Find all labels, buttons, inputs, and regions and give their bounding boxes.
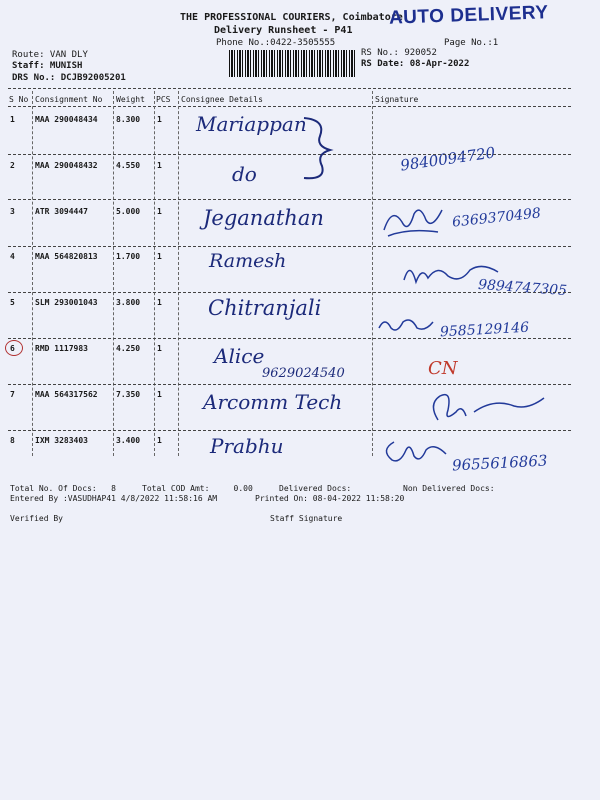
- row-consignment: ATR 3094447: [35, 207, 88, 216]
- row-sno: 6: [10, 344, 15, 353]
- consignee-name: Chitranjali: [208, 296, 322, 320]
- row-sno: 7: [10, 390, 15, 399]
- total-cod: Total COD Amt: 0.00: [142, 484, 253, 493]
- verified-by: Verified By: [10, 514, 63, 523]
- rs-date: RS Date: 08-Apr-2022: [361, 59, 470, 69]
- col-pcs: PCS: [156, 95, 171, 104]
- consignee-name: Ramesh: [209, 250, 287, 272]
- signature-scribble: [375, 312, 437, 336]
- row-rule: [8, 292, 571, 293]
- consignee-name: do: [232, 162, 257, 186]
- recipient-signature: CN: [428, 358, 458, 379]
- row-sno: 1: [10, 115, 15, 124]
- non-delivered-docs: Non Delivered Docs:: [403, 484, 495, 493]
- col-divider: [154, 91, 155, 456]
- row-rule: [8, 199, 571, 200]
- row-rule: [8, 338, 571, 339]
- row-pcs: 1: [157, 298, 162, 307]
- bracket-mark: [300, 114, 340, 184]
- signature-scribble: [378, 200, 448, 242]
- col-consignment: Consignment No: [35, 95, 103, 104]
- signature-scribble: [378, 436, 450, 468]
- row-weight: 8.300: [116, 115, 141, 124]
- col-divider: [178, 91, 179, 456]
- row-sno: 8: [10, 436, 15, 445]
- consignee-name: Alice: [214, 344, 265, 368]
- row-consignment: SLM 293001043: [35, 298, 98, 307]
- barcode: [229, 50, 355, 77]
- col-weight: Weight: [116, 95, 145, 104]
- total-docs: Total No. Of Docs: 8: [10, 484, 116, 493]
- col-divider: [32, 91, 33, 456]
- col-signature: Signature: [375, 95, 419, 104]
- auto-delivery-stamp: AUTO DELIVERY: [388, 2, 549, 29]
- delivered-docs: Delivered Docs:: [279, 484, 352, 493]
- row-consignment: RMD 1117983: [35, 344, 88, 353]
- route-label: Route: VAN DLY: [12, 50, 88, 60]
- recipient-signature: 9840094720: [399, 143, 497, 175]
- row-sno: 3: [10, 207, 15, 216]
- row-consignment: MAA 564317562: [35, 390, 98, 399]
- table-top-rule: [8, 88, 571, 89]
- row-consignment: MAA 564820813: [35, 252, 98, 261]
- rs-number: RS No.: 920052: [361, 48, 437, 58]
- col-divider: [113, 91, 114, 456]
- recipient-signature: 6369370498: [451, 205, 542, 231]
- recipient-signature: 9894747305: [477, 276, 568, 300]
- table-header-rule: [8, 106, 571, 107]
- consignee-name: Jeganathan: [203, 206, 324, 230]
- col-divider: [372, 91, 373, 456]
- consignee-name: Arcomm Tech: [203, 390, 343, 414]
- row-consignment: MAA 290048432: [35, 161, 98, 170]
- row-rule: [8, 384, 571, 385]
- row-rule: [8, 154, 571, 155]
- consignee-name: Mariappan: [196, 112, 307, 136]
- row-pcs: 1: [157, 207, 162, 216]
- drs-number: DRS No.: DCJB92005201: [12, 73, 126, 83]
- row-rule: [8, 430, 571, 431]
- row-weight: 4.250: [116, 344, 141, 353]
- consignee-phone: 9629024540: [262, 366, 345, 381]
- consignee-name: Prabhu: [210, 434, 284, 458]
- printed-on: Printed On: 08-04-2022 11:58:20: [255, 494, 405, 503]
- row-weight: 3.800: [116, 298, 141, 307]
- staff-label: Staff: MUNISH: [12, 61, 83, 71]
- recipient-signature: 9655616863: [451, 451, 548, 475]
- row-consignment: MAA 290048434: [35, 115, 98, 124]
- row-pcs: 1: [157, 252, 162, 261]
- runsheet-title: Delivery Runsheet - P41: [214, 25, 353, 36]
- col-consignee: Consignee Details: [181, 95, 263, 104]
- row-pcs: 1: [157, 115, 162, 124]
- row-weight: 4.550: [116, 161, 141, 170]
- staff-signature: Staff Signature: [270, 514, 343, 523]
- row-sno: 4: [10, 252, 15, 261]
- signature-scribble: [424, 390, 554, 426]
- col-sno: S No: [9, 95, 29, 104]
- row-weight: 1.700: [116, 252, 141, 261]
- row-pcs: 1: [157, 344, 162, 353]
- row-weight: 5.000: [116, 207, 141, 216]
- entered-by: Entered By :VASUDHAP41 4/8/2022 11:58:16 AM: [10, 494, 218, 503]
- row-rule: [8, 246, 571, 247]
- row-weight: 7.350: [116, 390, 141, 399]
- row-sno: 2: [10, 161, 15, 170]
- company-name: THE PROFESSIONAL COURIERS, Coimbatore: [180, 12, 403, 23]
- signature-scribble: [398, 256, 508, 292]
- recipient-signature: 9585129146: [439, 319, 530, 341]
- row-pcs: 1: [157, 390, 162, 399]
- row-weight: 3.400: [116, 436, 141, 445]
- row-consignment: IXM 3283403: [35, 436, 88, 445]
- row-pcs: 1: [157, 436, 162, 445]
- row-sno: 5: [10, 298, 15, 307]
- phone-number: Phone No.:0422-3505555: [216, 38, 336, 48]
- page-number: Page No.:1: [444, 38, 499, 48]
- row-pcs: 1: [157, 161, 162, 170]
